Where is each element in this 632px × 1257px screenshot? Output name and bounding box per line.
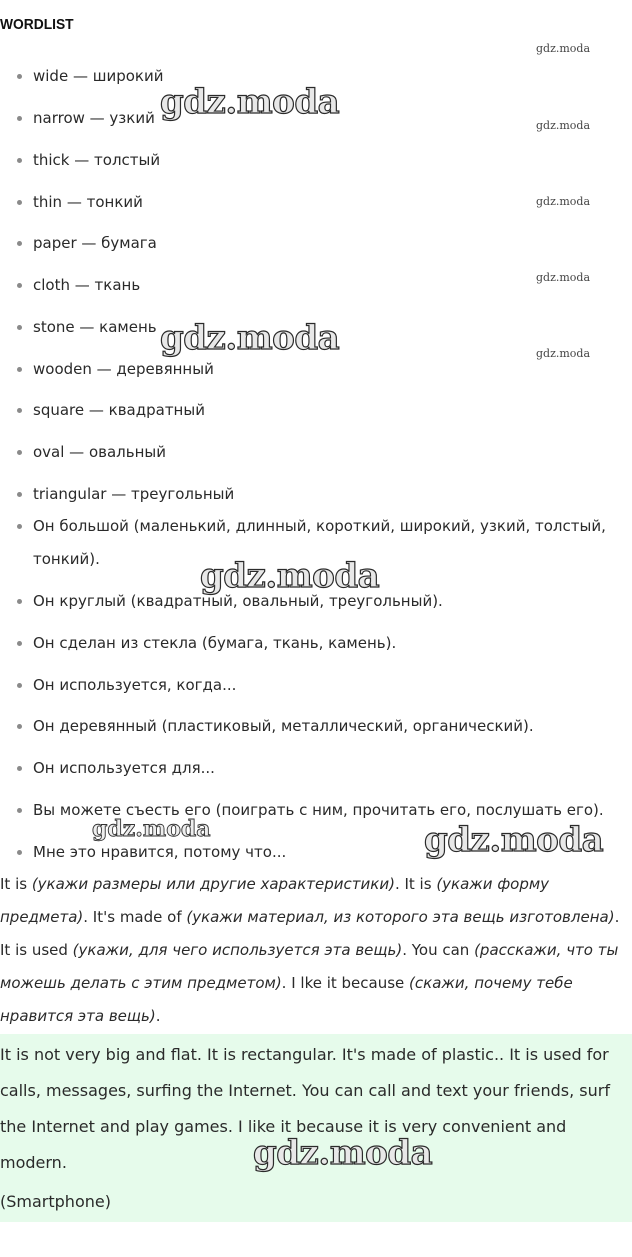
list-item: oval — овальный — [33, 436, 608, 469]
watermark: gdz.moda — [253, 1133, 433, 1173]
watermark: gdz.moda — [160, 82, 340, 122]
answer-box — [0, 1034, 632, 1222]
instruction-hint: (расскажи, что ты можешь делать с этим предметом) — [0, 941, 619, 992]
instruction-text: . It is — [394, 875, 437, 893]
watermark: gdz.moda — [160, 318, 340, 358]
list-item: narrow — узкий — [33, 102, 608, 135]
list-item: square — квадратный — [33, 394, 608, 427]
instruction-hint: (укажи, для чего используется эта вещь) — [72, 941, 403, 959]
watermark: gdz.moda — [424, 820, 604, 860]
list-item: Он сделан из стекла (бумага, ткань, камень). — [33, 627, 608, 660]
instruction-paragraph — [0, 868, 625, 1033]
instruction-hint: (укажи размеры или другие характеристики) — [31, 875, 395, 893]
list-item: Он используется, когда... — [33, 669, 608, 702]
watermark: gdz.moda — [536, 347, 591, 360]
watermark: gdz.moda — [536, 195, 591, 208]
watermark: gdz.moda — [92, 816, 211, 842]
list-item: stone — камень — [33, 311, 608, 344]
list-item: Он круглый (квадратный, овальный, треугольный). — [33, 585, 608, 618]
instruction-text: . I lke it because — [281, 974, 410, 992]
watermark: gdz.moda — [200, 556, 380, 596]
watermark: gdz.moda — [536, 119, 591, 132]
list-item: paper — бумага — [33, 227, 608, 260]
list-item: Вы можете съесть его (поиграть с ним, прочитать его, послушать его). — [33, 794, 608, 827]
answer-label: (Smartphone) — [0, 1192, 111, 1211]
instruction-hint: (укажи материал, из которого эта вещь изготовлена) — [186, 908, 615, 926]
list-item: thin — тонкий — [33, 186, 608, 219]
list-item: cloth — ткань — [33, 269, 608, 302]
list-item: thick — толстый — [33, 144, 608, 177]
instruction-hint: (скажи, почему тебе нравится эта вещь) — [0, 974, 573, 1025]
instruction-text: It is — [0, 875, 32, 893]
answer-text: It is not very big and flat. It is rectangular. It's made of plastic.. It is used for calls, messages, surfing the Internet. You can call and text your friends, surf the Internet and play games. I like it because it is very convenient and modern. — [0, 1045, 610, 1172]
instruction-text: . You can — [402, 941, 475, 959]
list-item: wide — широкий — [33, 60, 608, 93]
list-item: wooden — деревянный — [33, 353, 608, 386]
instruction-text: . It is used — [0, 908, 620, 959]
list-item: Он большой (маленький, длинный, короткий, широкий, узкий, толстый, тонкий). — [33, 510, 608, 576]
instruction-text: . It's made of — [83, 908, 187, 926]
wordlist-heading: WORDLIST — [0, 16, 74, 33]
watermark: gdz.moda — [536, 271, 591, 284]
list-item: Он используется для... — [33, 752, 608, 785]
instruction-text: . — [155, 1007, 161, 1025]
list-item: Мне это нравится, потому что... — [33, 836, 608, 869]
instruction-hint: (укажи форму предмета) — [0, 875, 550, 926]
list-item: triangular — треугольный — [33, 478, 608, 511]
watermark: gdz.moda — [536, 42, 591, 55]
list-item: Он деревянный (пластиковый, металлический, органический). — [33, 710, 608, 743]
